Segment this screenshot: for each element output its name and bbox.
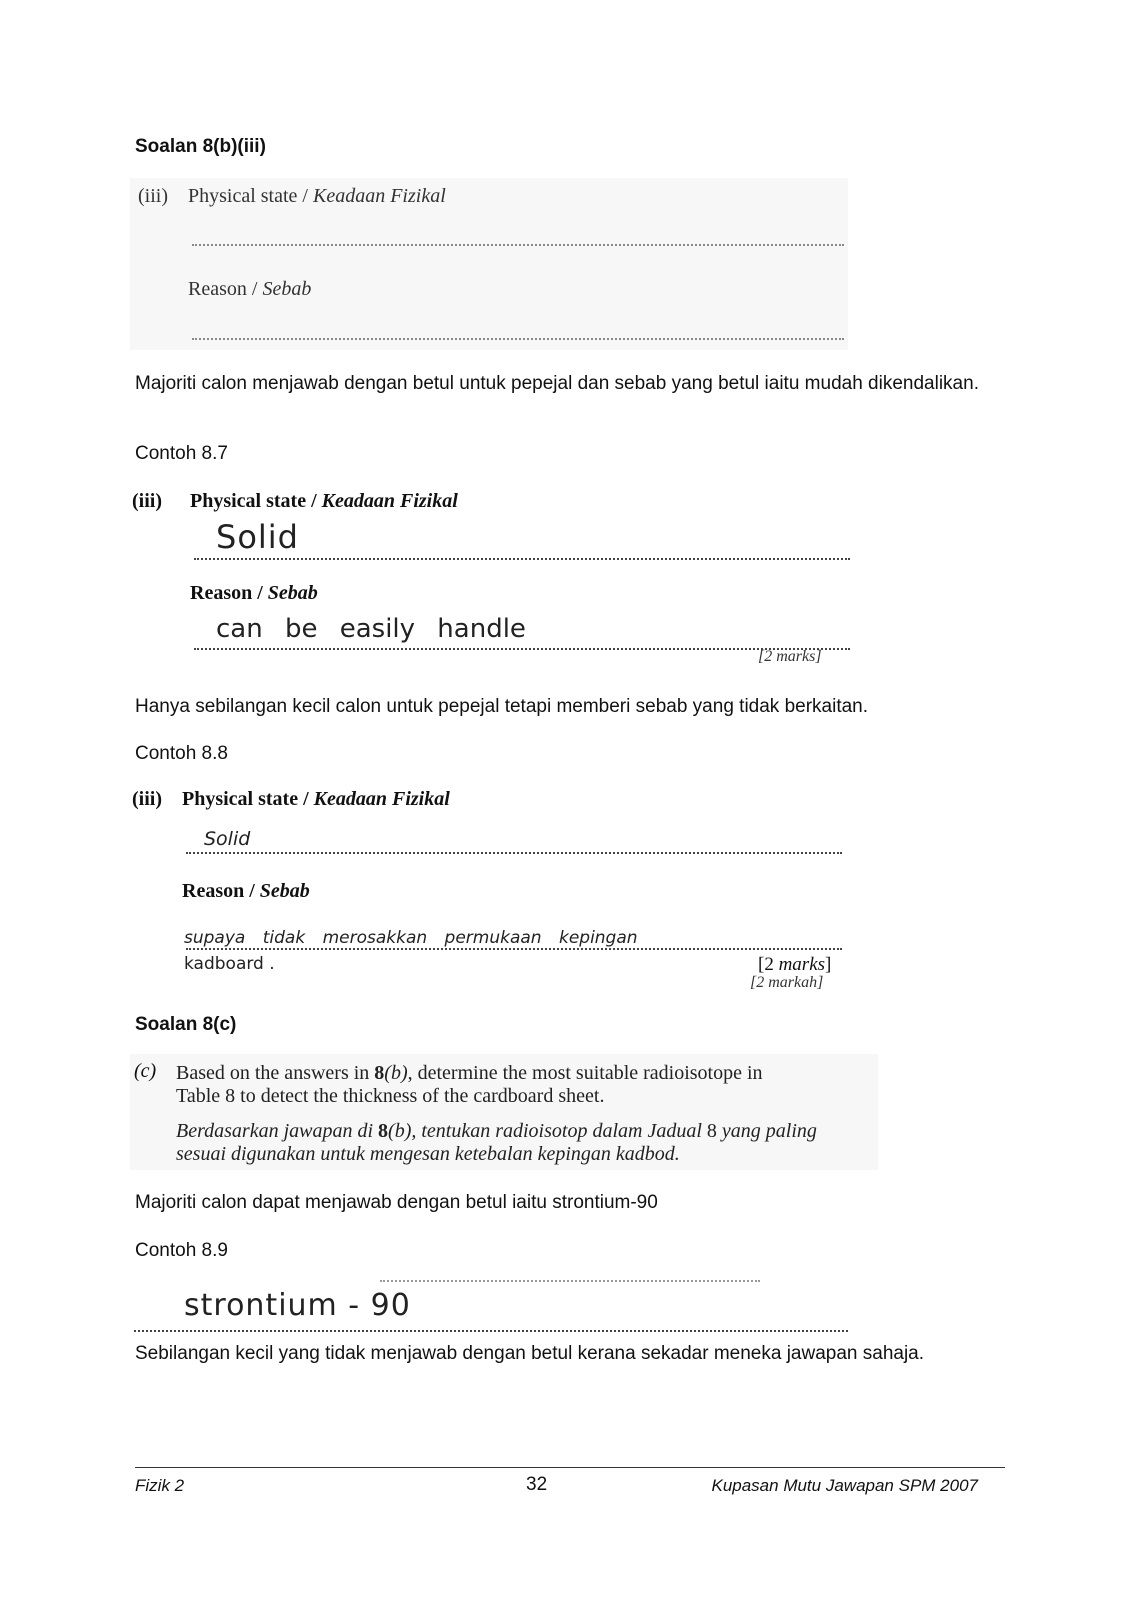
comment-paragraph: Sebilangan kecil yang tidak menjawab dengan betul kerana sekadar meneka jawapan sahaja.: [135, 1343, 925, 1364]
handwritten-answer-state: Solid: [204, 828, 251, 850]
example-label: Contoh 8.9: [135, 1240, 228, 1261]
footer-subject: Fizik 2: [135, 1476, 185, 1495]
example-scan-8-9: [130, 1278, 854, 1340]
section-heading-8c: Soalan 8(c): [135, 1014, 237, 1035]
handwritten-answer-state: Solid: [216, 518, 299, 556]
footer-rule: [135, 1467, 1005, 1468]
comment-paragraph: Hanya sebilangan kecil calon untuk pepejal tetapi memberi sebab yang tidak berkaitan.: [135, 696, 869, 717]
reason-label: Reason / Sebab: [190, 582, 318, 604]
question-text-malay: Berdasarkan jawapan di 8(b), tentukan radioisotop dalam Jadual 8 yang paling sesuai digunakan untuk mengesan ketebalan kepingan kadbod.: [176, 1120, 817, 1165]
answer-line: [194, 648, 850, 650]
footer-page-number: 32: [526, 1474, 548, 1495]
marks-cut-off: [2 marks]: [758, 648, 822, 665]
comment-paragraph: Majoriti calon dapat menjawab dengan betul iaitu strontium-90: [135, 1192, 658, 1213]
example-scan-8-7: [130, 484, 858, 674]
reason-label: Reason / Sebab: [182, 880, 310, 902]
section-heading-8b-iii: Soalan 8(b)(iii): [135, 136, 266, 157]
handwritten-answer-reason-line-2: kadboard .: [184, 954, 275, 974]
question-text-english: Based on the answers in 8(b), determine the most suitable radioisotope in Table 8 to detect the thickness of the cardboard sheet.: [176, 1062, 763, 1107]
physical-state-label: Physical state / Keadaan Fizikal: [190, 490, 458, 512]
handwritten-answer: strontium - 90: [184, 1288, 411, 1323]
marks-cut-off: [2 markah]: [750, 974, 824, 991]
example-label: Contoh 8.7: [135, 443, 228, 464]
example-scan-8-8: [128, 782, 852, 990]
question-number: (iii): [132, 788, 162, 810]
answer-line: [192, 338, 844, 340]
answer-line: [194, 558, 850, 560]
handwritten-answer-reason-line-1: supaya tidak merosakkan permukaan kepingan: [184, 928, 638, 948]
marks-label: [2 marks]: [758, 954, 832, 975]
comment-paragraph: Majoriti calon menjawab dengan betul untuk pepejal dan sebab yang betul iaitu mudah dikendalikan.: [135, 373, 979, 394]
cropped-previous-line: [380, 1280, 760, 1282]
question-scan-8b-iii: [130, 178, 848, 350]
physical-state-label: Physical state / Keadaan Fizikal: [182, 788, 450, 810]
answer-line: [186, 948, 842, 950]
footer-publication: Kupasan Mutu Jawapan SPM 2007: [711, 1476, 978, 1495]
reason-label: Reason / Sebab: [188, 278, 312, 300]
question-number: (iii): [132, 490, 162, 512]
answer-line: [186, 852, 842, 854]
question-number: (iii): [138, 185, 168, 207]
answer-line: [192, 244, 844, 246]
answer-line: [134, 1330, 848, 1332]
example-label: Contoh 8.8: [135, 743, 228, 764]
handwritten-answer-reason: can be easily handle: [216, 614, 526, 644]
question-scan-8c: [130, 1054, 878, 1170]
physical-state-label: Physical state / Keadaan Fizikal: [188, 185, 446, 207]
question-letter: (c): [134, 1060, 157, 1082]
